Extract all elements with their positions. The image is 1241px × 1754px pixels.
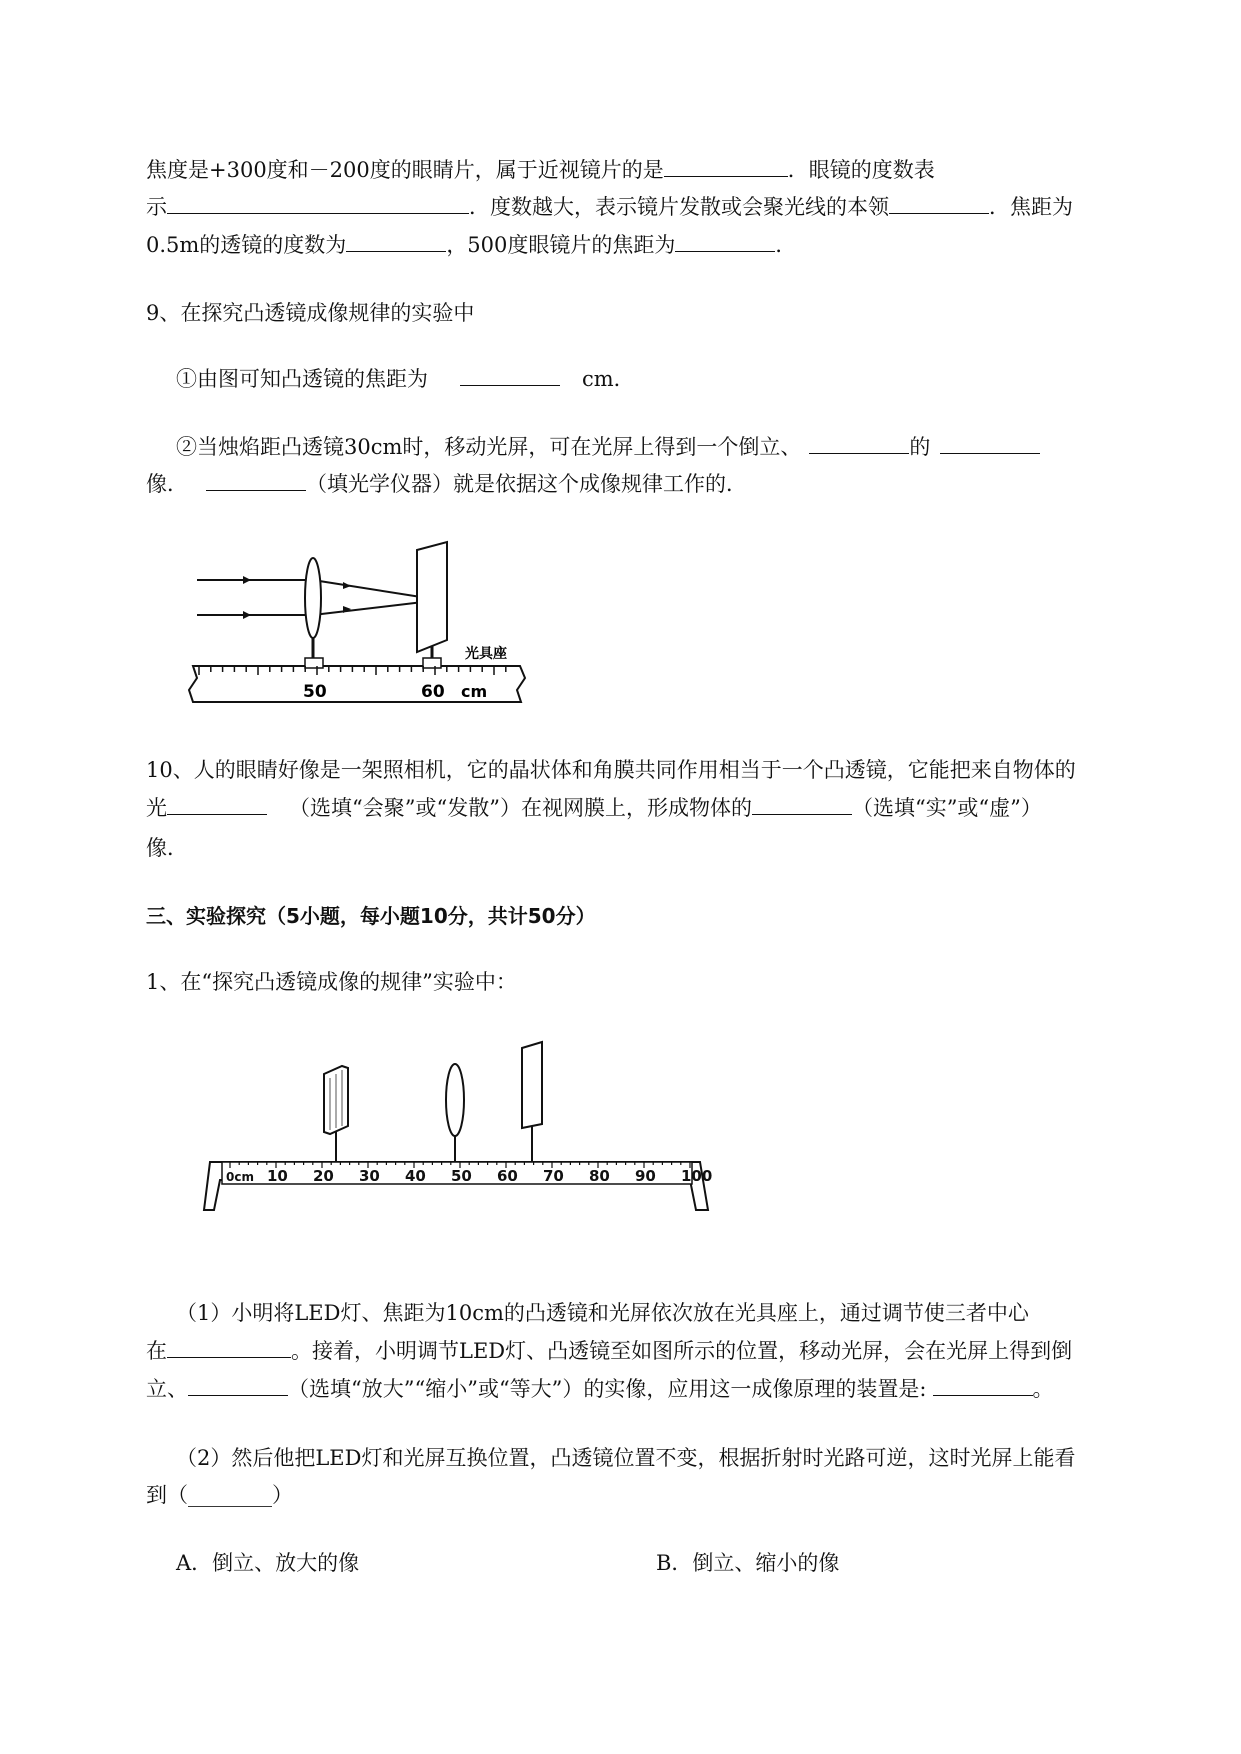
q9-sub2-cont xyxy=(146,470,747,498)
q10-line-1: 10、人的眼睛好像是一架照相机，它的晶状体和角膜共同作用相当于一个凸透镜，它能把来自物体的 xyxy=(146,758,1076,782)
q9-text: ①由图可知凸透镜的焦距为 xyxy=(176,367,428,391)
ruler-tick-label: 20 xyxy=(313,1167,334,1185)
q8-text: ．度数越大，表示镜片发散或会聚光线的本领 xyxy=(469,195,889,219)
q8-line-1 xyxy=(146,156,935,184)
q9-text: cm． xyxy=(582,367,635,391)
e1-p1-line-3 xyxy=(146,1375,1054,1403)
q8-text: ．眼镜的度数表 xyxy=(787,158,935,182)
e1-text: 立、 xyxy=(146,1377,188,1401)
q9-text: 的 xyxy=(909,435,931,459)
ruler-tick-label: 80 xyxy=(589,1167,610,1185)
ruler-tick-label: 50 xyxy=(451,1167,472,1185)
optical-bench-figure-1 xyxy=(185,540,545,715)
e1-text: 在 xyxy=(146,1339,167,1363)
q8-text: ．焦距为 xyxy=(989,195,1073,219)
answer-blank xyxy=(933,1375,1033,1396)
answer-blank xyxy=(460,365,560,386)
q8-text: ，500度眼镜片的焦距为 xyxy=(446,233,676,257)
q9-title: 9、在探究凸透镜成像规律的实验中 xyxy=(146,301,475,325)
ruler-tick-label: 40 xyxy=(405,1167,426,1185)
e1-text: （选填“放大”“缩小”或“等大”）的实像，应用这一成像原理的装置是: xyxy=(288,1377,927,1401)
answer-blank xyxy=(675,231,775,252)
e1-p1-line-1: （1）小明将LED灯、焦距为10cm的凸透镜和光屏依次放在光具座上，通过调节使三者中心 xyxy=(176,1301,1029,1325)
option-b: B．倒立、缩小的像 xyxy=(656,1551,840,1575)
ruler-tick-label: 100 xyxy=(681,1167,713,1185)
ruler-tick-label: 90 xyxy=(635,1167,656,1185)
q9-sub2 xyxy=(176,433,1040,461)
e1-text: 。接着，小明调节LED灯、凸透镜至如图所示的位置，移动光屏，会在光屏上得到倒 xyxy=(291,1339,1073,1363)
unit-label: cm xyxy=(461,682,488,701)
q8-line-2 xyxy=(146,193,1073,221)
e1-title: 1、在“探究凸透镜成像的规律”实验中： xyxy=(146,970,517,994)
q9-text: ②当烛焰距凸透镜30cm时，移动光屏，可在光屏上得到一个倒立、 xyxy=(176,435,802,459)
answer-blank xyxy=(188,1375,288,1396)
answer-blank xyxy=(889,193,989,214)
answer-blank xyxy=(346,231,446,252)
q10-text: 光 xyxy=(146,796,167,820)
answer-blank xyxy=(167,1337,291,1358)
e1-p2-line-1: （2）然后他把LED灯和光屏互换位置，凸透镜位置不变，根据折射时光路可逆，这时光屏上能看 xyxy=(176,1446,1076,1470)
bench-label: 光具座 xyxy=(465,646,507,662)
answer-blank xyxy=(167,193,469,214)
ruler-tick-label: 70 xyxy=(543,1167,564,1185)
q10-text: （选填“实”或“虚”） xyxy=(851,796,1042,820)
q8-text: 0.5m的透镜的度数为 xyxy=(146,233,347,257)
section-heading: 三、实验探究（5小题，每小题10分，共计50分） xyxy=(146,904,596,928)
ruler-tick-label: 0cm xyxy=(226,1170,254,1184)
answer-blank xyxy=(664,156,788,177)
q8-text: 示 xyxy=(146,195,167,219)
q9-text: 像． xyxy=(146,472,188,496)
option-a: A．倒立、放大的像 xyxy=(176,1551,360,1575)
answer-blank xyxy=(206,470,306,491)
q9-sub1 xyxy=(176,365,635,393)
ruler-tick-label: 60 xyxy=(497,1167,518,1185)
answer-blank xyxy=(809,433,909,454)
ruler-tick-label: 10 xyxy=(267,1167,288,1185)
e1-text: 。 xyxy=(1032,1377,1054,1401)
q9-text: （填光学仪器）就是依据这个成像规律工作的． xyxy=(306,472,747,496)
q10-line-3: 像． xyxy=(146,836,188,860)
answer-blank xyxy=(752,794,852,815)
answer-blank xyxy=(940,433,1040,454)
e1-p2-line-2: 到（________） xyxy=(146,1483,293,1507)
ruler-tick-label: 30 xyxy=(359,1167,380,1185)
q8-text: 焦度是+300度和－200度的眼睛片，属于近视镜片的是 xyxy=(146,158,664,182)
optical-bench-figure-2 xyxy=(200,1038,720,1223)
q8-text: ． xyxy=(775,233,797,257)
q8-line-3 xyxy=(146,231,796,259)
answer-blank xyxy=(167,794,267,815)
e1-p1-line-2 xyxy=(146,1337,1072,1365)
mark-60-label: 60 xyxy=(421,682,445,702)
q10-line-2 xyxy=(146,794,1042,822)
mark-50-label: 50 xyxy=(303,682,327,702)
q10-text: （选填“会聚”或“发散”）在视网膜上，形成物体的 xyxy=(289,796,752,820)
